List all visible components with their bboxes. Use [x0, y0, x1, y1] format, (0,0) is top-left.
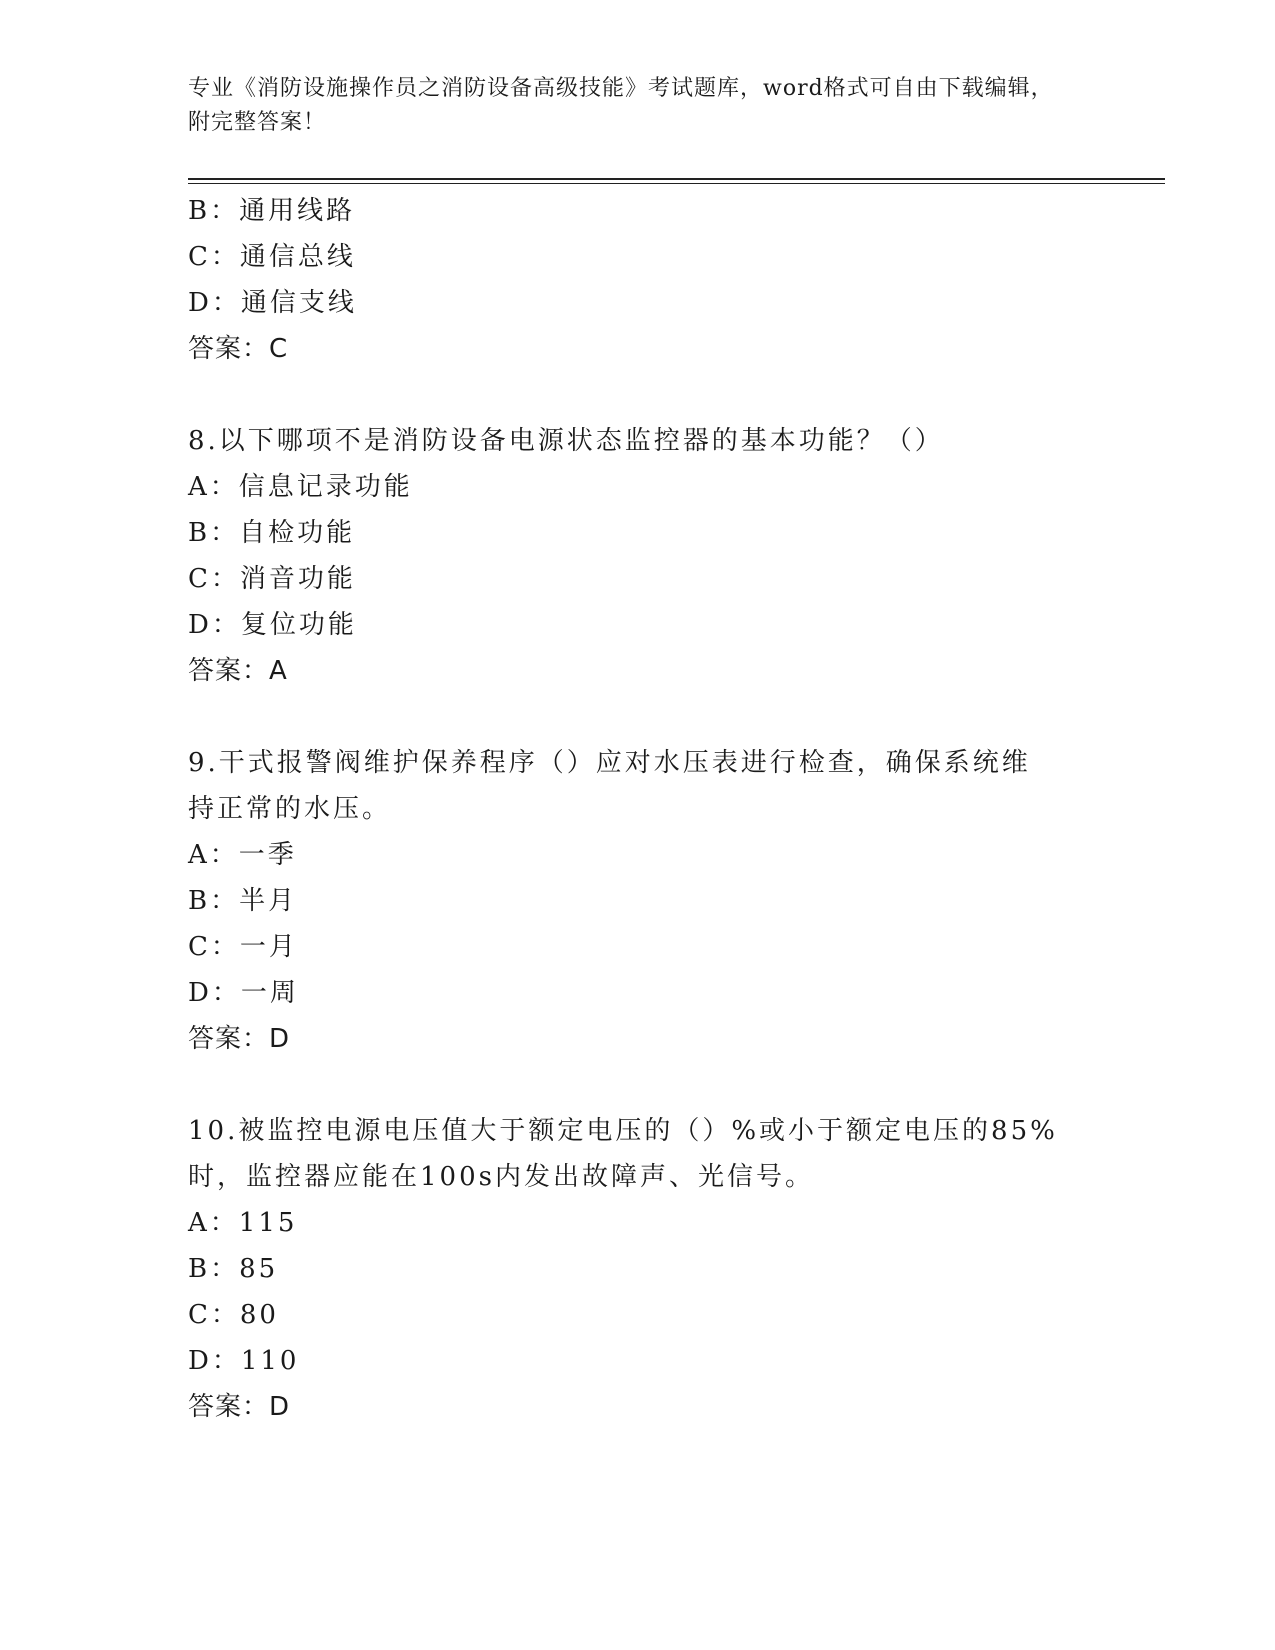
option-d: D：110: [188, 1346, 300, 1376]
spacer: [188, 372, 1088, 418]
option-a: A：一季: [188, 840, 297, 870]
option-c: C：消音功能: [188, 564, 356, 594]
header-divider-thin: [188, 183, 1165, 184]
question-9: [188, 740, 1088, 1062]
answer-line: 答案：D: [188, 1392, 291, 1422]
option-d: D：通信支线: [188, 288, 357, 318]
option-b: B：半月: [188, 886, 298, 916]
spacer: [188, 1062, 1088, 1108]
option-a: A：信息记录功能: [188, 472, 413, 502]
option-c: C：80: [188, 1300, 279, 1330]
option-b: B：通用线路: [188, 196, 356, 226]
option-c: C：通信总线: [188, 242, 356, 272]
option-b: B：自检功能: [188, 518, 356, 548]
option-c: C：一月: [188, 932, 298, 962]
question-stem: 10.被监控电源电压值大于额定电压的（）%或小于额定电压的85%时，监控器应能在100s内发出故障声、光信号。: [188, 1116, 1058, 1192]
question-stem: 9.干式报警阀维护保养程序（）应对水压表进行检查，确保系统维持正常的水压。: [188, 748, 1031, 824]
question-stem: 8.以下哪项不是消防设备电源状态监控器的基本功能？（）: [188, 426, 944, 456]
question-8: [188, 418, 1088, 694]
question-list: [188, 188, 1088, 1430]
spacer: [188, 694, 1088, 740]
option-b: B：85: [188, 1254, 279, 1284]
option-d: D：一周: [188, 978, 299, 1008]
document-header: 专业《消防设施操作员之消防设备高级技能》考试题库，word格式可自由下载编辑，附完整答案！: [188, 76, 1054, 135]
question-10: [188, 1108, 1088, 1430]
answer-line: 答案：A: [188, 656, 288, 686]
answer-line: 答案：D: [188, 1024, 291, 1054]
answer-line: 答案：C: [188, 334, 289, 364]
option-d: D：复位功能: [188, 610, 357, 640]
question-7-continued: [188, 188, 1088, 372]
header-divider-thick: [188, 178, 1165, 180]
option-a: A：115: [188, 1208, 298, 1238]
